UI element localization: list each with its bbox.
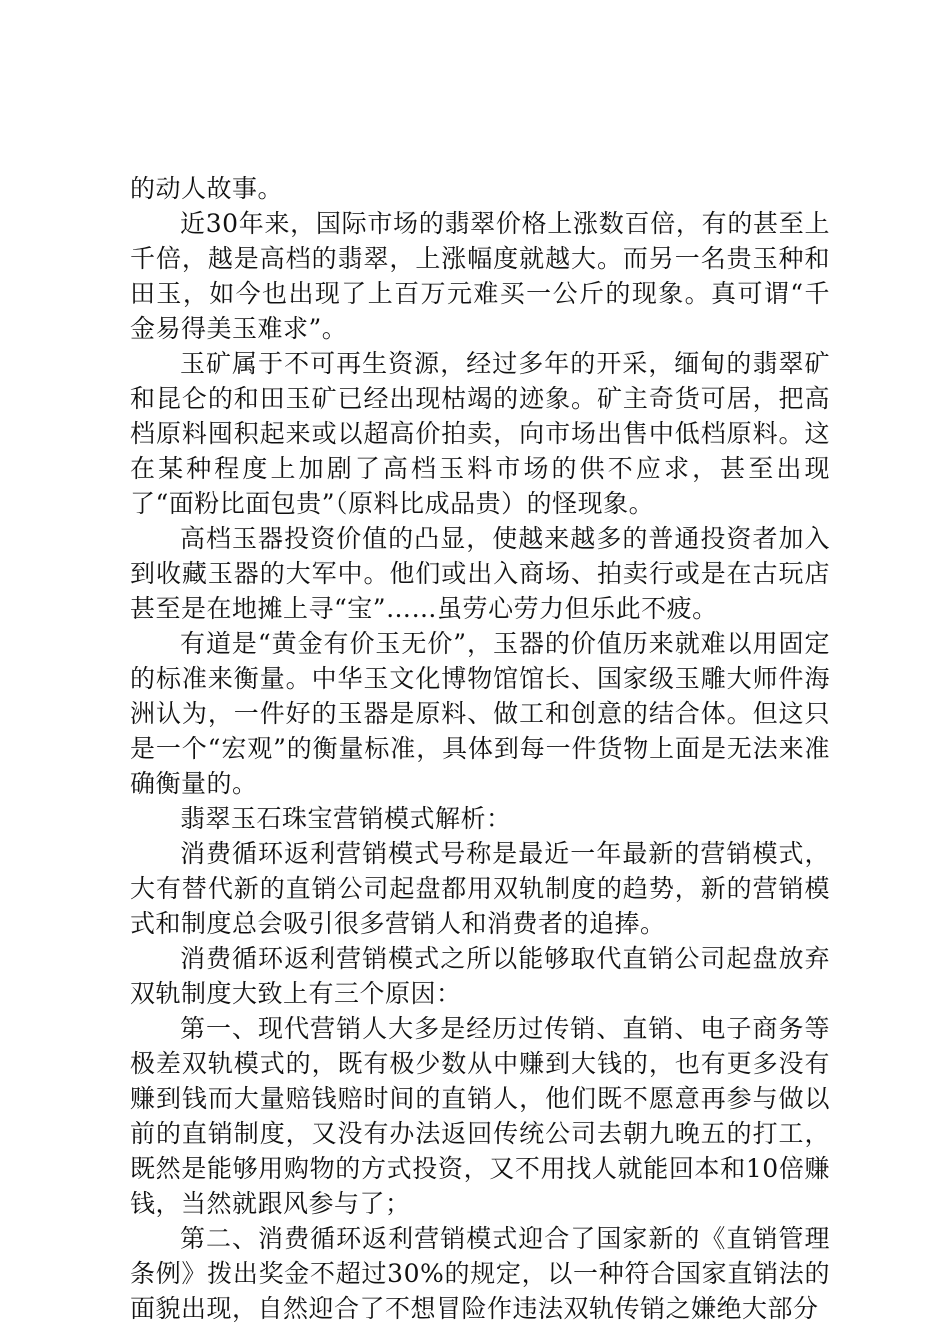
section-heading: 翡翠玉石珠宝营销模式解析： [180,804,512,833]
paragraph: 消费循环返利营销模式号称是最近一年最新的营销模式，大有替代新的直销公司起盘都用双轨制度的趋势，新的营销模式和制度总会吸引很多营销人和消费者的追捧。 [130,839,830,938]
paragraph: 近30年来，国际市场的翡翠价格上涨数百倍，有的甚至上千倍，越是高档的翡翠，上涨幅度就越大。而另一名贵玉种和田玉，如今也出现了上百万元难买一公斤的现象。真可谓“千金易得美玉难求”。 [130,209,830,343]
paragraph: 玉矿属于不可再生资源，经过多年的开采，缅甸的翡翠矿和昆仑的和田玉矿已经出现枯竭的迹象。矿主奇货可居，把高档原料囤积起来或以超高价拍卖，向市场出售中低档原料。这在某种程度上加剧了高档玉料市场的供不应求，甚至出现了“面粉比面包贵”（原料比成品贵）的怪现象。 [130,349,830,518]
paragraph: 第一、现代营销人大多是经历过传销、直销、电子商务等极差双轨模式的，既有极少数从中赚到大钱的，也有更多没有赚到钱而大量赔钱赔时间的直销人，他们既不愿意再参与做以前的直销制度，又没有办法返回传统公司去朝九晚五的打工，既然是能够用购物的方式投资，又不用找人就能回本和10倍赚钱，当然就跟风参与了； [130,1014,830,1218]
paragraph: 的动人故事。 [130,174,284,203]
paragraph: 消费循环返利营销模式之所以能够取代直销公司起盘放弃双轨制度大致上有三个原因： [130,944,830,1008]
paragraph: 有道是“黄金有价玉无价”，玉器的价值历来就难以用固定的标准来衡量。中华玉文化博物馆馆长、国家级玉雕大师件海洲认为，一件好的玉器是原料、做工和创意的结合体。但这只是一个“宏观”的衡量标准，具体到每一件货物上面是无法来准确衡量的。 [130,629,830,798]
paragraph: 第二、消费循环返利营销模式迎合了国家新的《直销管理条例》拨出奖金不超过30%的规定，以一种符合国家直销法的面貌出现，自然迎合了不想冒险作违法双轨传销之嫌绝大部分 [130,1224,830,1323]
paragraph: 高档玉器投资价值的凸显，使越来越多的普通投资者加入到收藏玉器的大军中。他们或出入商场、拍卖行或是在古玩店甚至是在地摊上寻“宝”……虽劳心劳力但乐此不疲。 [130,524,830,623]
document-page [130,171,830,1326]
